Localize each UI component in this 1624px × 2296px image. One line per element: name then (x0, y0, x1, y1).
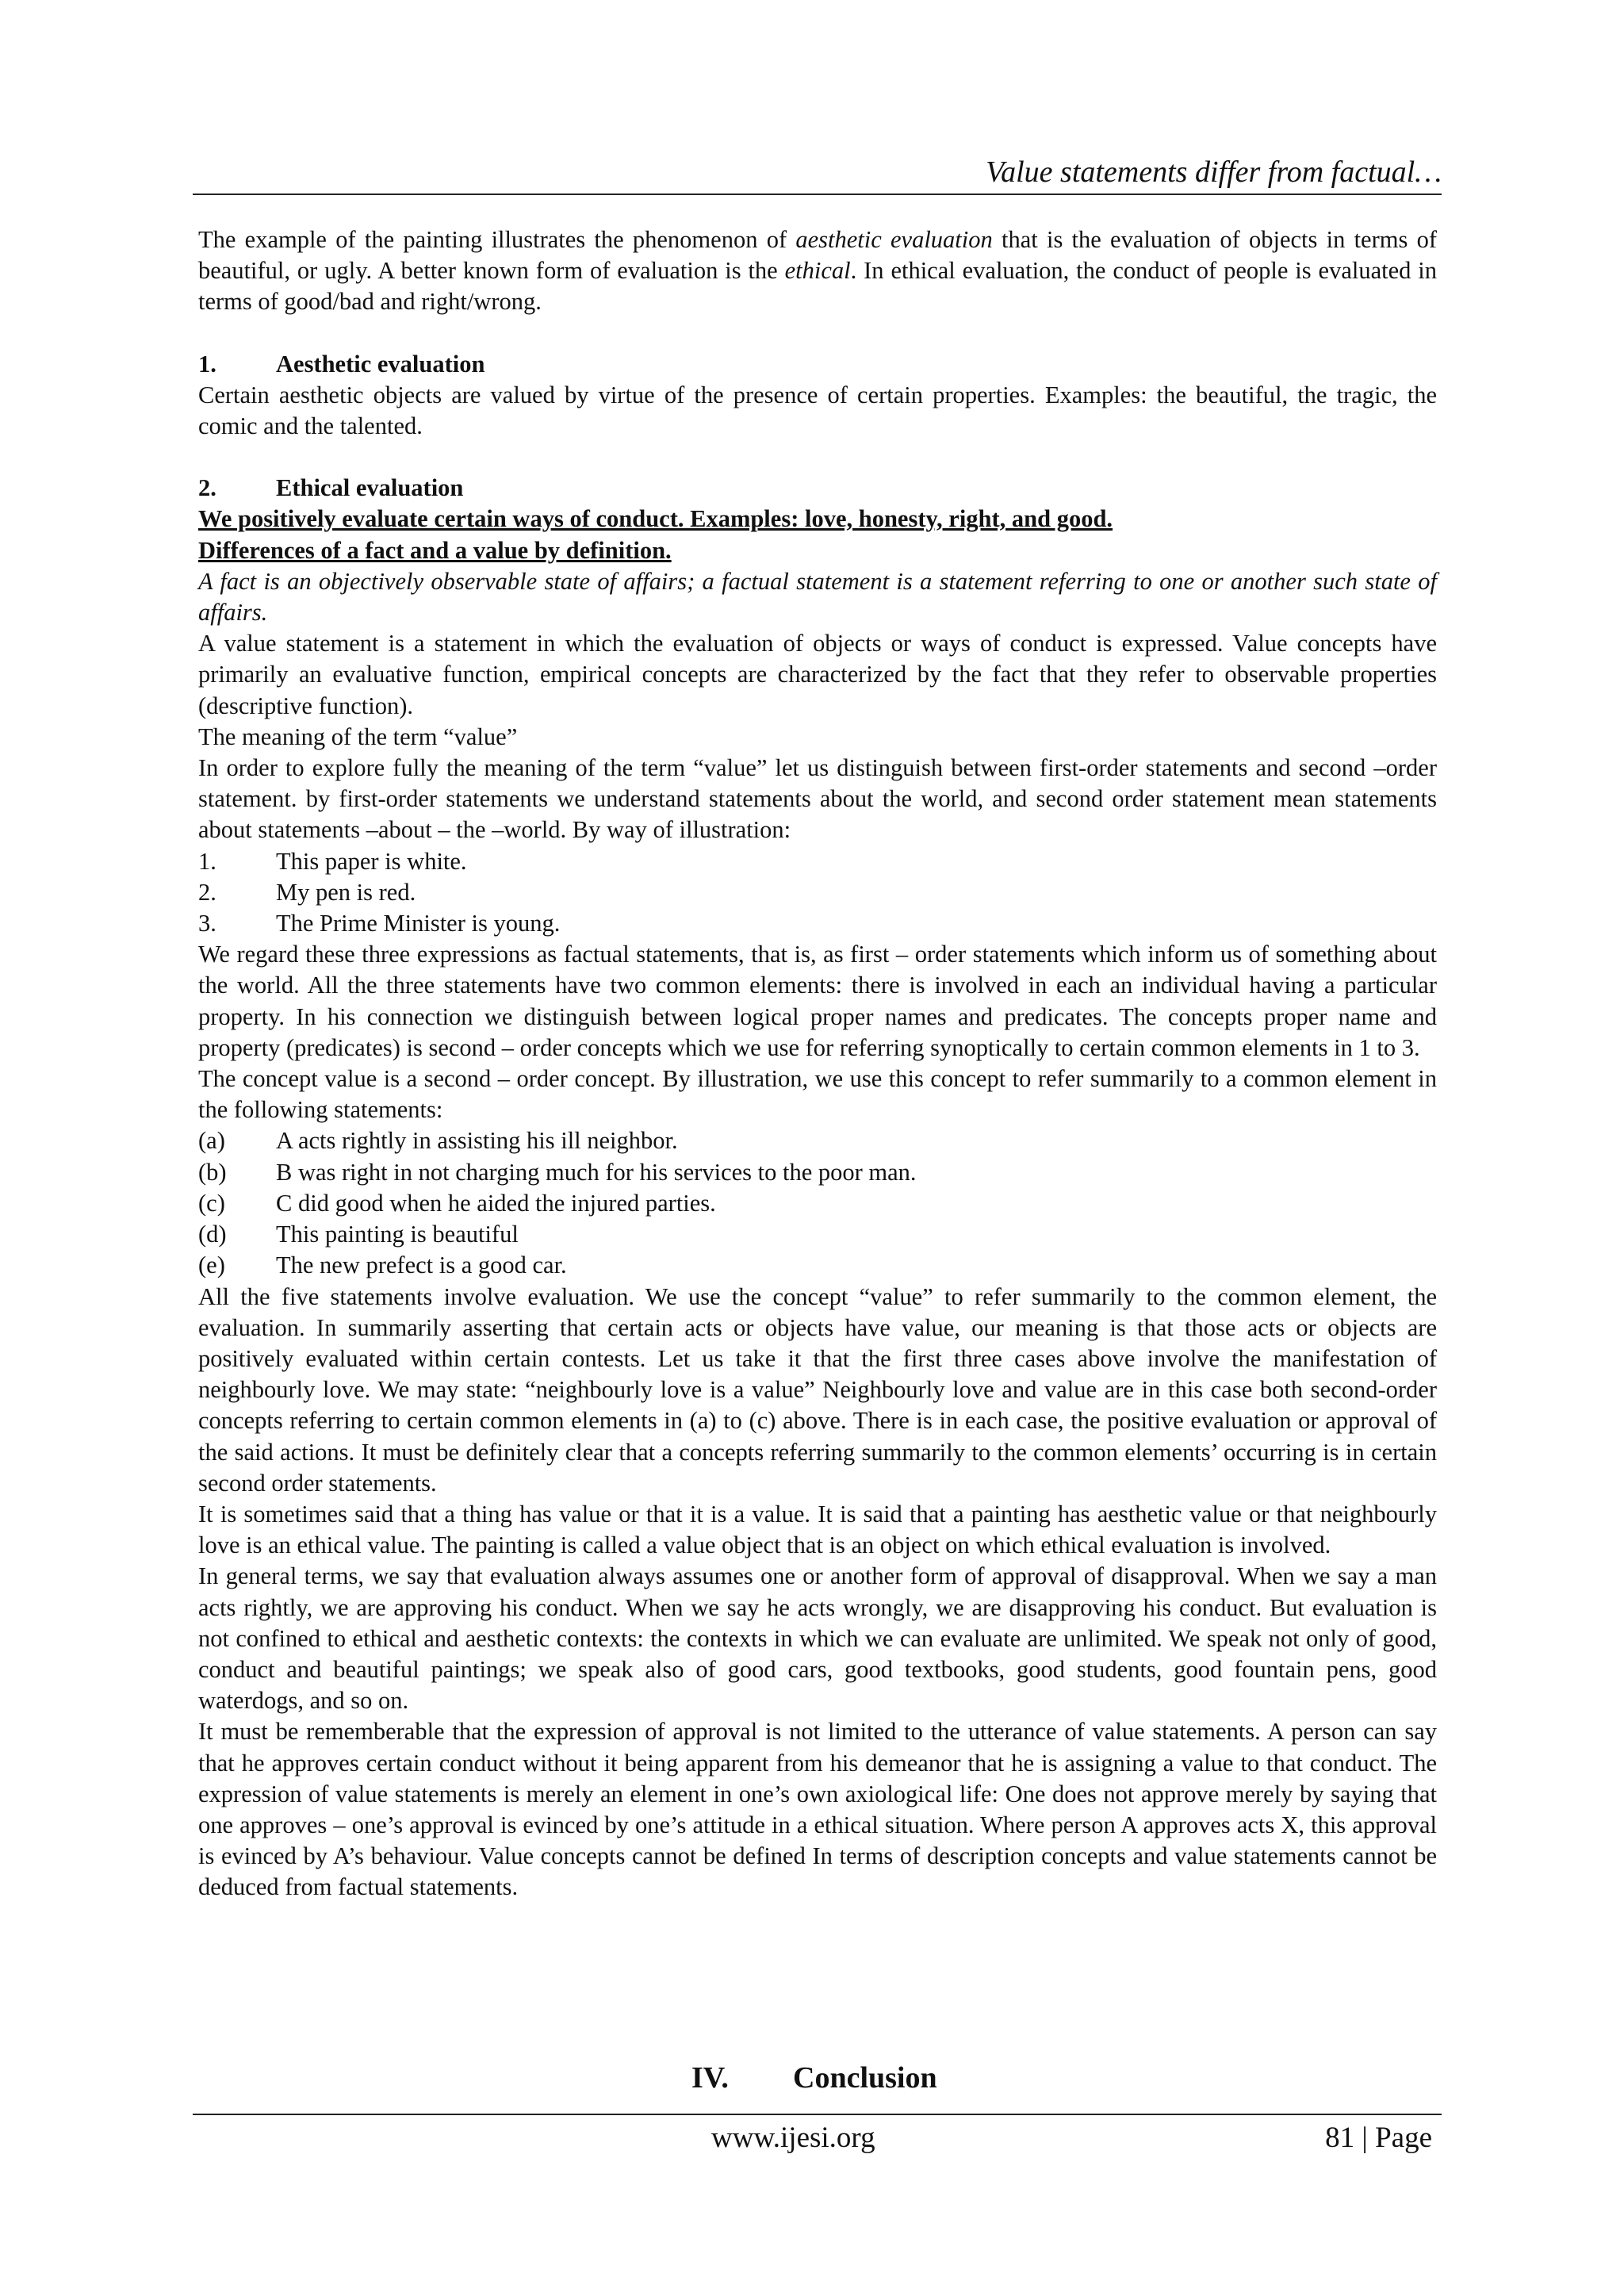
list-item: 2. My pen is red. (198, 878, 416, 906)
conclusion-heading (691, 2058, 937, 2098)
ethical-examples-line: We positively evaluate certain ways of conduct. Examples: love, honesty, right, and good. (198, 505, 1113, 533)
list-item: (b) B was right in not charging much for his services to the poor man. (198, 1158, 917, 1186)
section-number: IV. (691, 2061, 729, 2095)
factual-statements-paragraph: We regard these three expressions as factual statements, that is, as first – order statements which inform us of something about the world. All the three statements have two common elements: there is involved in each an individual having a particular property. In his connection we distinguish between logical proper names and predicates. The concepts proper name and property (predicates) is second – order concepts which we use for referring synoptically to certain common elements in 1 to 3. (198, 941, 1437, 1061)
concept-value-paragraph: The concept value is a second – order concept. By illustration, we use this concept to refer summarily to a common element in the following statements: (198, 1065, 1437, 1124)
header-rule (193, 194, 1442, 195)
lettered-list (198, 1125, 1437, 1281)
footer-rule (193, 2114, 1442, 2115)
order-paragraph: In order to explore fully the meaning of the term “value” let us distinguish between first-order statements and second –order statement. by first-order statements we understand statements about the world, and second order statement mean statements about statements –about – the –world. By way of illustration: (198, 754, 1437, 844)
value-definition: A value statement is a statement in which the evaluation of objects or ways of conduct is expressed. Value concepts have primarily an evaluative function, empirical concepts are characterized by the fact that they refer to observable properties (descriptive function). (198, 630, 1437, 719)
emphasis-ethical: ethical (784, 257, 851, 285)
section-heading-aesthetic (198, 349, 1437, 380)
list-item: (e) The new prefect is a good car. (198, 1251, 567, 1279)
list-item: 3. The Prime Minister is young. (198, 910, 561, 937)
section-title: Aesthetic evaluation (276, 350, 485, 378)
footer-url: www.ijesi.org (711, 2122, 875, 2154)
section-title: Ethical evaluation (276, 474, 464, 502)
section-number: 1. (198, 350, 216, 378)
five-statements-paragraph: All the five statements involve evaluation. We use the concept “value” to refer summarily to the common element, the evaluation. In summarily asserting that certain acts or objects have value, our meaning is that those acts or objects are positively evaluated within certain contests. Let us take it that the first three cases above involve the manifestation of neighbourly love. We may state: “neighbourly love is a value” Neighbourly love and value are in this case both second-order concepts referring to certain common elements in (a) to (c) above. There is in each case, the positive evaluation or approval of the said actions. It must be definitely clear that a concepts referring summarily to the common elements’ occurring is in certain second order statements. (198, 1282, 1437, 1497)
differences-heading: Differences of a fact and a value by definition. (198, 536, 672, 564)
page-number: 81 | Page (1325, 2122, 1432, 2154)
aesthetic-paragraph: Certain aesthetic objects are valued by virtue of the presence of certain properties. Examples: the beautiful, the tragic, the comic and the talented. (198, 381, 1437, 440)
emphasis-aesthetic: aesthetic evaluation (795, 226, 993, 253)
body-text (198, 224, 1437, 1903)
numbered-list (198, 846, 1437, 940)
list-item: (a) A acts rightly in assisting his ill neighbor. (198, 1127, 678, 1155)
expression-paragraph: It must be rememberable that the expression of approval is not limited to the utterance of value statements. A person can say that he approves certain conduct without it being apparent from his demeanor that he is assigning a value to that conduct. The expression of value statements is merely an element in one’s own axiological life: One does not approve merely by saying that one approves – one’s approval is evinced by one’s attitude in a ethical situation. Where person A approves acts X, this approval is evinced by A’s behaviour. Value concepts cannot be defined In terms of description concepts and value statements cannot be deduced from factual statements. (198, 1718, 1437, 1901)
list-item: (c) C did good when he aided the injured parties. (198, 1189, 716, 1217)
intro-paragraph: The example of the painting illustrates the phenomenon of aesthetic evaluation that is the evaluation of objects in terms of beautiful, or ugly. A better known form of evaluation is the ethical. In ethical evaluation, the conduct of people is evaluated in terms of good/bad and right/wrong. (198, 226, 1437, 316)
value-object-paragraph: It is sometimes said that a thing has value or that it is a value. It is said that a painting has aesthetic value or that neighbourly love is an ethical value. The painting is called a value object that is an object on which ethical evaluation is involved. (198, 1500, 1437, 1559)
fact-definition: A fact is an objectively observable state of affairs; a factual statement is a statement referring to one or another such state of affairs. (198, 567, 1437, 627)
approval-paragraph: In general terms, we say that evaluation always assumes one or another form of approval of disapproval. When we say a man acts rightly, we are approving his conduct. When we say he acts wrongly, we are disapproving his conduct. But evaluation is not confined to ethical and aesthetic contexts: the contexts in which we can evaluate are unlimited. We speak not only of good, conduct and beautiful paintings; we speak also of good cars, good textbooks, good students, good fountain pens, good waterdogs, and so on. (198, 1562, 1437, 1715)
section-number: 2. (198, 474, 216, 502)
section-heading-ethical (198, 473, 1437, 504)
list-item: (d) This painting is beautiful (198, 1221, 519, 1248)
section-title: Conclusion (793, 2061, 937, 2095)
list-item: 1. This paper is white. (198, 847, 467, 875)
term-meaning-heading: The meaning of the term “value” (198, 723, 518, 750)
running-head: Value statements differ from factual… (986, 155, 1442, 189)
